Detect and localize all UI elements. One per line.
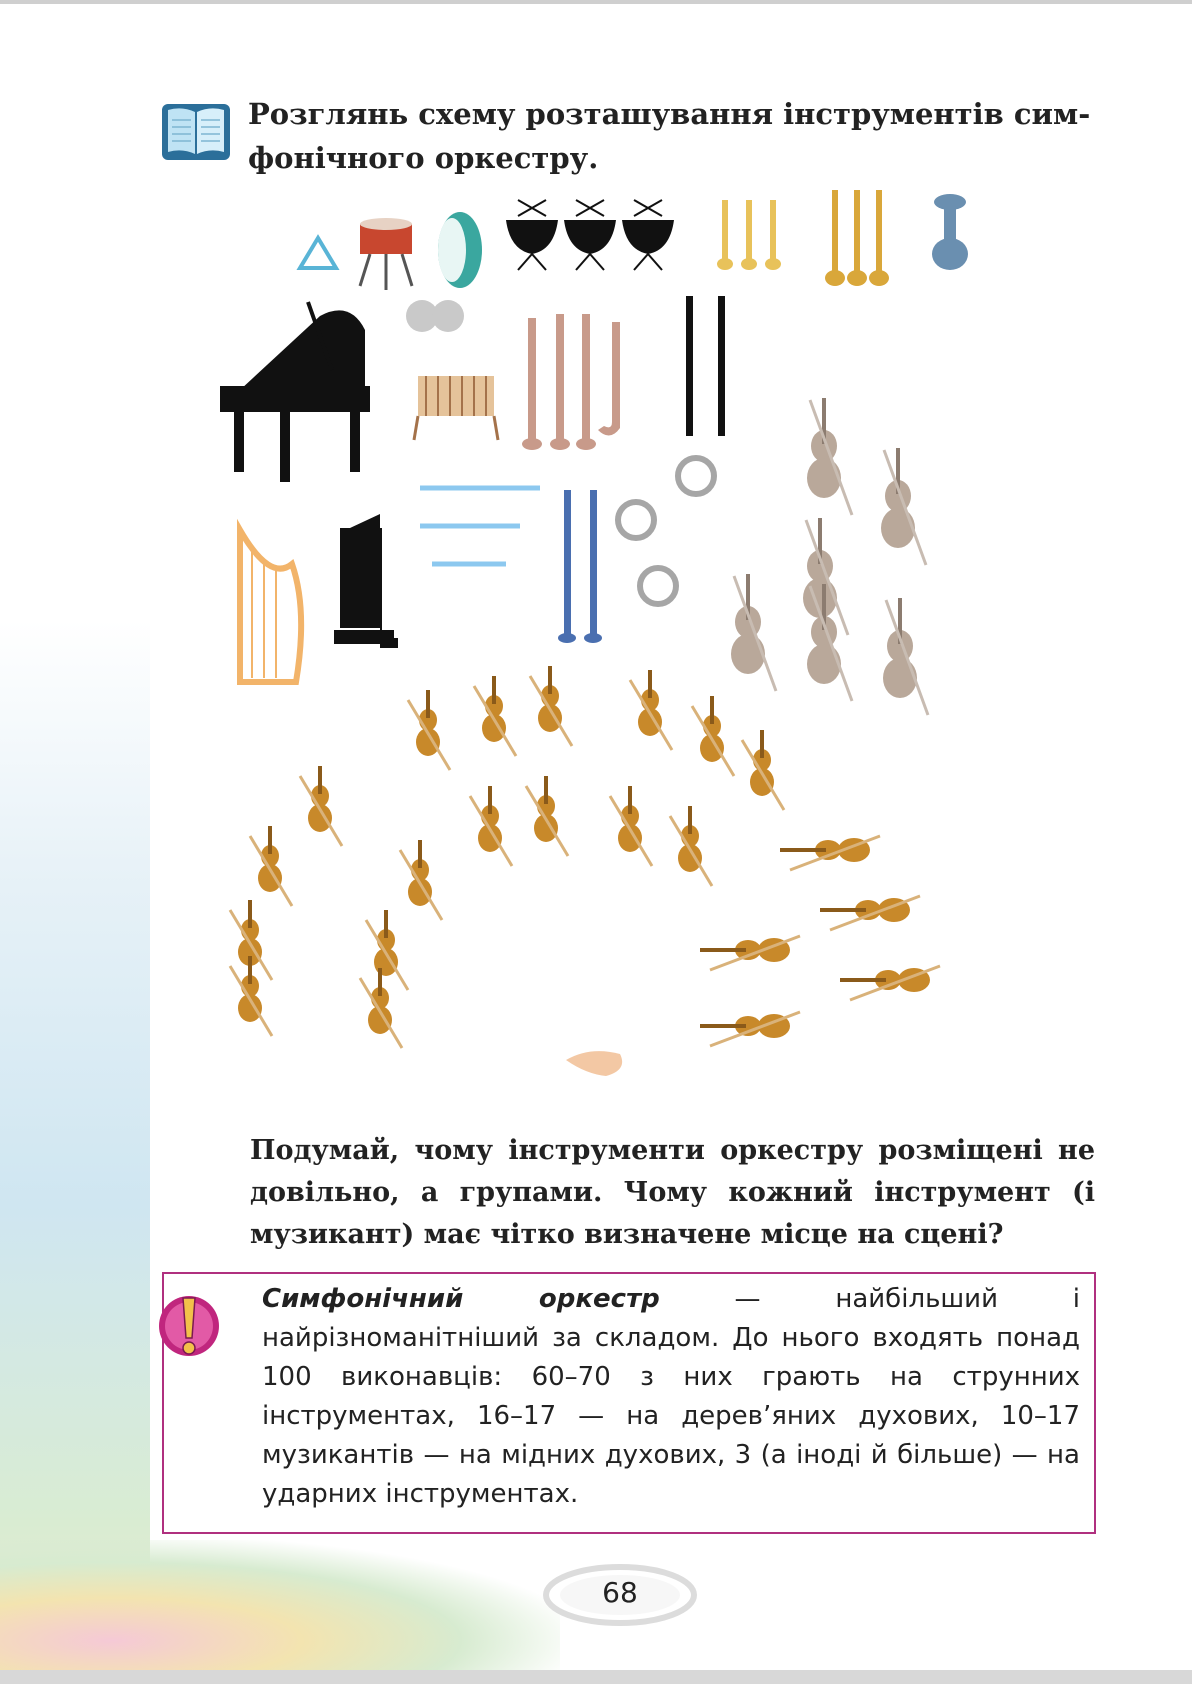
snare-drum [360, 218, 412, 290]
harp [240, 530, 301, 682]
xylophone [414, 376, 498, 440]
intro-text: Розглянь схему розташування інструментів сим-фонічного оркестру. [248, 97, 1091, 175]
exclamation-icon [156, 1286, 222, 1376]
conductor-podium [566, 1051, 622, 1076]
definition-body: — найбільший і найрізноманітніший за складом. До нього входять понад 100 виконавців: 60–70 з них грають на струнних інструментах, 16–17 — на дерев’яних духових, 10–17 музикантів — на мідних духових, 3 (а іноді й більше) — на ударних інструментах. [262, 1284, 1080, 1509]
question-text: Подумай, чому інструменти оркестру розміщені не довільно, а групами. Чому кожний інструмент (і музикант) має чітко визначене місце на сцені? [250, 1135, 1095, 1250]
trumpets [717, 200, 781, 270]
left-decoration [0, 620, 150, 1684]
violin-section [230, 666, 940, 1048]
clarinets-black [686, 296, 725, 436]
bass-drum [438, 212, 482, 288]
triangle-instrument [300, 238, 336, 268]
open-book-icon [160, 96, 232, 164]
timpani-group [506, 200, 674, 270]
french-horns [618, 458, 714, 604]
contrabassoon [334, 514, 398, 648]
trombones [825, 190, 889, 286]
orchestra-scheme [200, 190, 1060, 1130]
oboes [522, 314, 620, 450]
flower-decoration [0, 1540, 560, 1684]
grand-piano [220, 302, 370, 482]
flutes [420, 488, 540, 564]
page-number: 68 [602, 1576, 638, 1609]
definition-text [262, 1280, 1080, 1514]
definition-term: Симфонічний оркестр [262, 1284, 660, 1314]
clarinets [558, 490, 602, 643]
top-border [0, 0, 1192, 4]
cymbals [406, 300, 464, 332]
tuba [932, 194, 968, 270]
bottom-border [0, 1670, 1192, 1684]
